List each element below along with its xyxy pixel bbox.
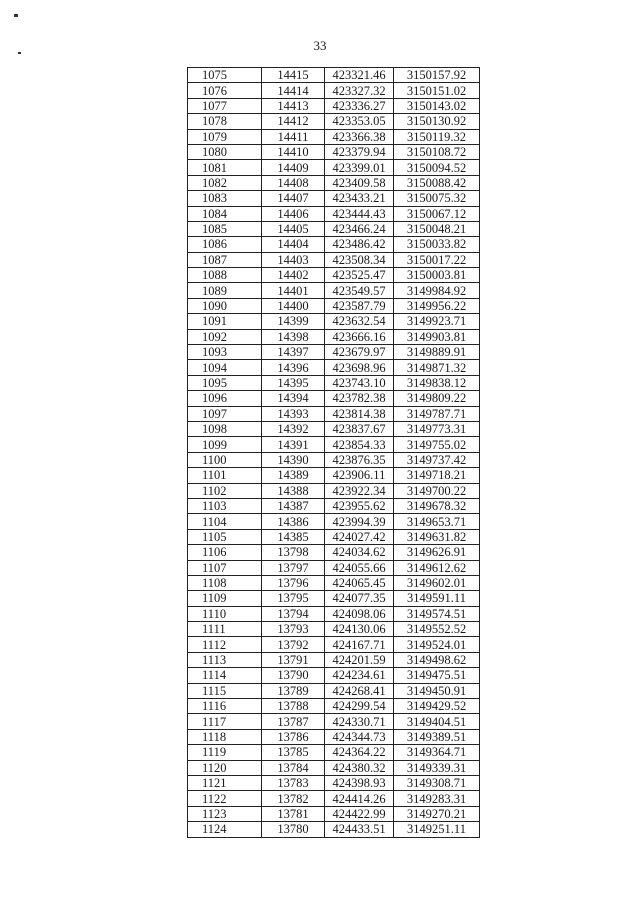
table-row <box>188 283 480 298</box>
point-id-cell: 14393 <box>262 406 325 421</box>
table-row <box>188 483 480 498</box>
y-coordinate-cell: 3149755.02 <box>394 437 480 452</box>
row-number-cell: 1117 <box>188 714 262 729</box>
point-id-cell: 14415 <box>262 68 325 83</box>
point-id-cell: 14403 <box>262 252 325 267</box>
y-coordinate-cell: 3150003.81 <box>394 268 480 283</box>
x-coordinate-cell: 423466.24 <box>325 221 394 236</box>
y-coordinate-cell: 3149429.52 <box>394 699 480 714</box>
y-coordinate-cell: 3149653.71 <box>394 514 480 529</box>
y-coordinate-cell: 3149809.22 <box>394 391 480 406</box>
point-id-cell: 14404 <box>262 237 325 252</box>
x-coordinate-cell: 423814.38 <box>325 406 394 421</box>
x-coordinate-cell: 424077.35 <box>325 591 394 606</box>
point-id-cell: 13781 <box>262 806 325 821</box>
table-row <box>188 98 480 113</box>
x-coordinate-cell: 424027.42 <box>325 529 394 544</box>
row-number-cell: 1088 <box>188 268 262 283</box>
point-id-cell: 14397 <box>262 345 325 360</box>
y-coordinate-cell: 3149498.62 <box>394 652 480 667</box>
row-number-cell: 1120 <box>188 760 262 775</box>
table-row <box>188 360 480 375</box>
row-number-cell: 1098 <box>188 421 262 436</box>
point-id-cell: 14405 <box>262 221 325 236</box>
y-coordinate-cell: 3149956.22 <box>394 298 480 313</box>
table-row <box>188 683 480 698</box>
row-number-cell: 1121 <box>188 775 262 790</box>
point-id-cell: 13783 <box>262 775 325 790</box>
point-id-cell: 14413 <box>262 98 325 113</box>
table-row <box>188 591 480 606</box>
point-id-cell: 13794 <box>262 606 325 621</box>
table-row <box>188 545 480 560</box>
point-id-cell: 14410 <box>262 144 325 159</box>
x-coordinate-cell: 424422.99 <box>325 806 394 821</box>
table-row <box>188 637 480 652</box>
point-id-cell: 13795 <box>262 591 325 606</box>
x-coordinate-cell: 423837.67 <box>325 421 394 436</box>
point-id-cell: 14394 <box>262 391 325 406</box>
table-row <box>188 437 480 452</box>
y-coordinate-cell: 3149308.71 <box>394 775 480 790</box>
point-id-cell: 14389 <box>262 468 325 483</box>
point-id-cell: 14398 <box>262 329 325 344</box>
x-coordinate-cell: 423399.01 <box>325 160 394 175</box>
table-row <box>188 606 480 621</box>
table-row <box>188 775 480 790</box>
point-id-cell: 14407 <box>262 191 325 206</box>
point-id-cell: 14414 <box>262 83 325 98</box>
point-id-cell: 14396 <box>262 360 325 375</box>
point-id-cell: 14401 <box>262 283 325 298</box>
x-coordinate-cell: 424268.41 <box>325 683 394 698</box>
point-id-cell: 14411 <box>262 129 325 144</box>
row-number-cell: 1092 <box>188 329 262 344</box>
table-row <box>188 237 480 252</box>
point-id-cell: 13784 <box>262 760 325 775</box>
point-id-cell: 14386 <box>262 514 325 529</box>
row-number-cell: 1110 <box>188 606 262 621</box>
x-coordinate-cell: 424201.59 <box>325 652 394 667</box>
x-coordinate-cell: 424330.71 <box>325 714 394 729</box>
y-coordinate-cell: 3149251.11 <box>394 822 480 837</box>
row-number-cell: 1100 <box>188 452 262 467</box>
table-row <box>188 514 480 529</box>
point-id-cell: 14392 <box>262 421 325 436</box>
point-id-cell: 14391 <box>262 437 325 452</box>
x-coordinate-cell: 424167.71 <box>325 637 394 652</box>
row-number-cell: 1096 <box>188 391 262 406</box>
table-row <box>188 375 480 390</box>
table-row <box>188 822 480 837</box>
row-number-cell: 1101 <box>188 468 262 483</box>
x-coordinate-cell: 424344.73 <box>325 729 394 744</box>
point-id-cell: 13797 <box>262 560 325 575</box>
x-coordinate-cell: 424364.22 <box>325 745 394 760</box>
y-coordinate-cell: 3150033.82 <box>394 237 480 252</box>
row-number-cell: 1077 <box>188 98 262 113</box>
table-row <box>188 345 480 360</box>
point-id-cell: 13798 <box>262 545 325 560</box>
y-coordinate-cell: 3150088.42 <box>394 175 480 190</box>
x-coordinate-cell: 424414.26 <box>325 791 394 806</box>
x-coordinate-cell: 423906.11 <box>325 468 394 483</box>
table-row <box>188 714 480 729</box>
point-id-cell: 14402 <box>262 268 325 283</box>
y-coordinate-cell: 3150108.72 <box>394 144 480 159</box>
row-number-cell: 1078 <box>188 114 262 129</box>
table-row <box>188 329 480 344</box>
x-coordinate-cell: 423854.33 <box>325 437 394 452</box>
row-number-cell: 1114 <box>188 668 262 683</box>
y-coordinate-cell: 3149700.22 <box>394 483 480 498</box>
y-coordinate-cell: 3149631.82 <box>394 529 480 544</box>
y-coordinate-cell: 3149389.51 <box>394 729 480 744</box>
x-coordinate-cell: 424299.54 <box>325 699 394 714</box>
x-coordinate-cell: 423525.47 <box>325 268 394 283</box>
y-coordinate-cell: 3149678.32 <box>394 498 480 513</box>
table-row <box>188 191 480 206</box>
x-coordinate-cell: 423433.21 <box>325 191 394 206</box>
y-coordinate-cell: 3150151.02 <box>394 83 480 98</box>
y-coordinate-cell: 3150094.52 <box>394 160 480 175</box>
row-number-cell: 1091 <box>188 314 262 329</box>
x-coordinate-cell: 423587.79 <box>325 298 394 313</box>
table-row <box>188 221 480 236</box>
row-number-cell: 1075 <box>188 68 262 83</box>
x-coordinate-cell: 423698.96 <box>325 360 394 375</box>
row-number-cell: 1124 <box>188 822 262 837</box>
row-number-cell: 1079 <box>188 129 262 144</box>
table-row <box>188 391 480 406</box>
point-id-cell: 13793 <box>262 622 325 637</box>
row-number-cell: 1107 <box>188 560 262 575</box>
point-id-cell: 13786 <box>262 729 325 744</box>
row-number-cell: 1081 <box>188 160 262 175</box>
y-coordinate-cell: 3150017.22 <box>394 252 480 267</box>
y-coordinate-cell: 3149404.51 <box>394 714 480 729</box>
x-coordinate-cell: 423508.34 <box>325 252 394 267</box>
y-coordinate-cell: 3149871.32 <box>394 360 480 375</box>
point-id-cell: 14400 <box>262 298 325 313</box>
x-coordinate-cell: 423743.10 <box>325 375 394 390</box>
row-number-cell: 1104 <box>188 514 262 529</box>
point-id-cell: 14412 <box>262 114 325 129</box>
point-id-cell: 13780 <box>262 822 325 837</box>
x-coordinate-cell: 423353.05 <box>325 114 394 129</box>
x-coordinate-cell: 423632.54 <box>325 314 394 329</box>
table-row <box>188 575 480 590</box>
y-coordinate-cell: 3149450.91 <box>394 683 480 698</box>
table-row <box>188 529 480 544</box>
table-row <box>188 622 480 637</box>
y-coordinate-cell: 3149626.91 <box>394 545 480 560</box>
x-coordinate-cell: 424034.62 <box>325 545 394 560</box>
x-coordinate-cell: 423409.58 <box>325 175 394 190</box>
table-row <box>188 668 480 683</box>
point-id-cell: 13791 <box>262 652 325 667</box>
row-number-cell: 1105 <box>188 529 262 544</box>
y-coordinate-cell: 3149737.42 <box>394 452 480 467</box>
table-row <box>188 421 480 436</box>
x-coordinate-cell: 424065.45 <box>325 575 394 590</box>
x-coordinate-cell: 423444.43 <box>325 206 394 221</box>
y-coordinate-cell: 3150130.92 <box>394 114 480 129</box>
point-id-cell: 13788 <box>262 699 325 714</box>
table-row <box>188 298 480 313</box>
row-number-cell: 1123 <box>188 806 262 821</box>
y-coordinate-cell: 3149552.52 <box>394 622 480 637</box>
y-coordinate-cell: 3149364.71 <box>394 745 480 760</box>
point-id-cell: 14387 <box>262 498 325 513</box>
y-coordinate-cell: 3150119.32 <box>394 129 480 144</box>
point-id-cell: 13789 <box>262 683 325 698</box>
table-row <box>188 760 480 775</box>
x-coordinate-cell: 424098.06 <box>325 606 394 621</box>
row-number-cell: 1094 <box>188 360 262 375</box>
table-row <box>188 206 480 221</box>
point-id-cell: 14406 <box>262 206 325 221</box>
x-coordinate-cell: 423994.39 <box>325 514 394 529</box>
table-row <box>188 498 480 513</box>
table-row <box>188 144 480 159</box>
table-row <box>188 560 480 575</box>
row-number-cell: 1097 <box>188 406 262 421</box>
row-number-cell: 1085 <box>188 221 262 236</box>
row-number-cell: 1087 <box>188 252 262 267</box>
point-id-cell: 14399 <box>262 314 325 329</box>
table-row <box>188 129 480 144</box>
y-coordinate-cell: 3150157.92 <box>394 68 480 83</box>
x-coordinate-cell: 423922.34 <box>325 483 394 498</box>
row-number-cell: 1084 <box>188 206 262 221</box>
point-id-cell: 13785 <box>262 745 325 760</box>
row-number-cell: 1102 <box>188 483 262 498</box>
table-row <box>188 468 480 483</box>
table-row <box>188 83 480 98</box>
point-id-cell: 13792 <box>262 637 325 652</box>
x-coordinate-cell: 423876.35 <box>325 452 394 467</box>
y-coordinate-cell: 3150067.12 <box>394 206 480 221</box>
table-row <box>188 252 480 267</box>
table-row <box>188 745 480 760</box>
y-coordinate-cell: 3149838.12 <box>394 375 480 390</box>
row-number-cell: 1083 <box>188 191 262 206</box>
row-number-cell: 1099 <box>188 437 262 452</box>
x-coordinate-cell: 424055.66 <box>325 560 394 575</box>
table-row <box>188 806 480 821</box>
x-coordinate-cell: 423366.38 <box>325 129 394 144</box>
x-coordinate-cell: 424380.32 <box>325 760 394 775</box>
row-number-cell: 1119 <box>188 745 262 760</box>
row-number-cell: 1109 <box>188 591 262 606</box>
y-coordinate-cell: 3149591.11 <box>394 591 480 606</box>
coordinates-table-body <box>188 68 480 838</box>
point-id-cell: 13787 <box>262 714 325 729</box>
point-id-cell: 14390 <box>262 452 325 467</box>
x-coordinate-cell: 424130.06 <box>325 622 394 637</box>
table-row <box>188 160 480 175</box>
row-number-cell: 1118 <box>188 729 262 744</box>
row-number-cell: 1106 <box>188 545 262 560</box>
y-coordinate-cell: 3149270.21 <box>394 806 480 821</box>
row-number-cell: 1082 <box>188 175 262 190</box>
x-coordinate-cell: 423379.94 <box>325 144 394 159</box>
y-coordinate-cell: 3149718.21 <box>394 468 480 483</box>
coordinates-table <box>187 67 480 838</box>
table-row <box>188 68 480 83</box>
x-coordinate-cell: 423336.27 <box>325 98 394 113</box>
page-number: 33 <box>313 38 327 53</box>
table-row <box>188 452 480 467</box>
y-coordinate-cell: 3149903.81 <box>394 329 480 344</box>
table-row <box>188 314 480 329</box>
row-number-cell: 1122 <box>188 791 262 806</box>
row-number-cell: 1076 <box>188 83 262 98</box>
x-coordinate-cell: 423486.42 <box>325 237 394 252</box>
point-id-cell: 14408 <box>262 175 325 190</box>
x-coordinate-cell: 423782.38 <box>325 391 394 406</box>
row-number-cell: 1112 <box>188 637 262 652</box>
row-number-cell: 1113 <box>188 652 262 667</box>
point-id-cell: 13782 <box>262 791 325 806</box>
table-row <box>188 699 480 714</box>
point-id-cell: 13796 <box>262 575 325 590</box>
table-row <box>188 729 480 744</box>
x-coordinate-cell: 423955.62 <box>325 498 394 513</box>
row-number-cell: 1093 <box>188 345 262 360</box>
y-coordinate-cell: 3149339.31 <box>394 760 480 775</box>
y-coordinate-cell: 3149787.71 <box>394 406 480 421</box>
x-coordinate-cell: 424433.51 <box>325 822 394 837</box>
point-id-cell: 14388 <box>262 483 325 498</box>
point-id-cell: 13790 <box>262 668 325 683</box>
row-number-cell: 1090 <box>188 298 262 313</box>
x-coordinate-cell: 423666.16 <box>325 329 394 344</box>
row-number-cell: 1115 <box>188 683 262 698</box>
y-coordinate-cell: 3149923.71 <box>394 314 480 329</box>
y-coordinate-cell: 3149574.51 <box>394 606 480 621</box>
scan-speck <box>14 14 18 17</box>
y-coordinate-cell: 3149524.01 <box>394 637 480 652</box>
y-coordinate-cell: 3149984.92 <box>394 283 480 298</box>
point-id-cell: 14385 <box>262 529 325 544</box>
point-id-cell: 14409 <box>262 160 325 175</box>
point-id-cell: 14395 <box>262 375 325 390</box>
row-number-cell: 1086 <box>188 237 262 252</box>
row-number-cell: 1080 <box>188 144 262 159</box>
y-coordinate-cell: 3150143.02 <box>394 98 480 113</box>
y-coordinate-cell: 3149773.31 <box>394 421 480 436</box>
table-row <box>188 175 480 190</box>
y-coordinate-cell: 3149612.62 <box>394 560 480 575</box>
y-coordinate-cell: 3149283.31 <box>394 791 480 806</box>
table-row <box>188 652 480 667</box>
y-coordinate-cell: 3150048.21 <box>394 221 480 236</box>
x-coordinate-cell: 423679.97 <box>325 345 394 360</box>
table-row <box>188 791 480 806</box>
row-number-cell: 1103 <box>188 498 262 513</box>
x-coordinate-cell: 423327.32 <box>325 83 394 98</box>
x-coordinate-cell: 424234.61 <box>325 668 394 683</box>
x-coordinate-cell: 424398.93 <box>325 775 394 790</box>
row-number-cell: 1116 <box>188 699 262 714</box>
x-coordinate-cell: 423549.57 <box>325 283 394 298</box>
y-coordinate-cell: 3150075.32 <box>394 191 480 206</box>
table-row <box>188 268 480 283</box>
row-number-cell: 1095 <box>188 375 262 390</box>
x-coordinate-cell: 423321.46 <box>325 68 394 83</box>
table-row <box>188 406 480 421</box>
y-coordinate-cell: 3149475.51 <box>394 668 480 683</box>
row-number-cell: 1089 <box>188 283 262 298</box>
row-number-cell: 1108 <box>188 575 262 590</box>
row-number-cell: 1111 <box>188 622 262 637</box>
y-coordinate-cell: 3149889.91 <box>394 345 480 360</box>
table-row <box>188 114 480 129</box>
y-coordinate-cell: 3149602.01 <box>394 575 480 590</box>
